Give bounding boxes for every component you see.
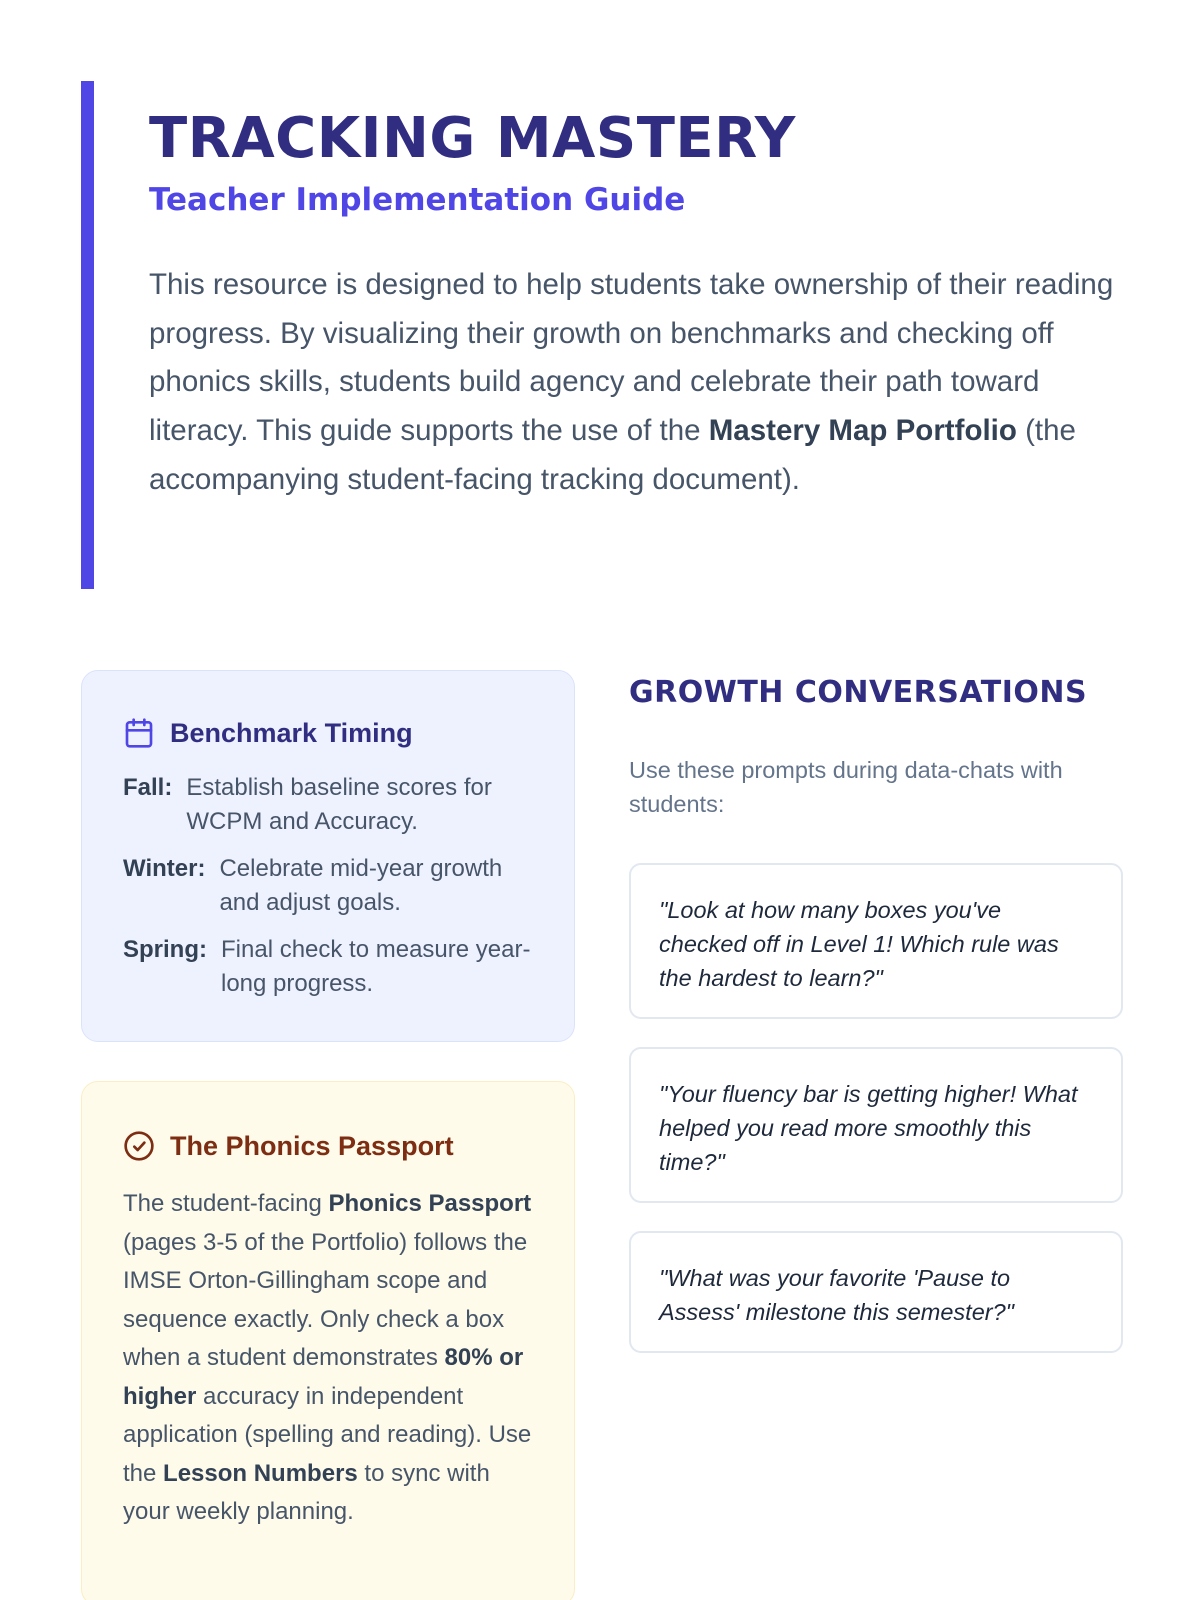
page-title: TRACKING MASTERY xyxy=(149,106,796,171)
calendar-icon xyxy=(123,717,155,749)
benchmark-item-winter xyxy=(123,852,534,920)
benchmark-item-spring xyxy=(123,933,534,1001)
intro-paragraph xyxy=(149,261,1131,505)
passport-text-3: accuracy in independent application (spelling and reading). Use the xyxy=(123,1382,532,1487)
benchmark-desc: Celebrate mid-year growth and adjust goals. xyxy=(219,855,503,916)
benchmark-timing-card xyxy=(81,670,575,1042)
intro-bold-portfolio: Mastery Map Portfolio xyxy=(708,414,1017,448)
passport-card-title: The Phonics Passport xyxy=(170,1130,454,1161)
passport-card-header xyxy=(123,1128,534,1164)
benchmark-list xyxy=(123,771,534,1001)
passport-bold-phonics-passport: Phonics Passport xyxy=(328,1190,532,1217)
passport-text-1: The student-facing xyxy=(123,1190,329,1217)
intro-text-1: This resource is designed to help students take ownership of their reading progress. By visualizing their growth on benchmarks and checking off phonics skills, students build agency and celebrate their path toward literacy. This guide supports the use of the xyxy=(149,268,1114,448)
benchmark-card-title: Benchmark Timing xyxy=(170,717,413,748)
intro-text-2: (the accompanying student-facing tracking document). xyxy=(149,414,1076,496)
benchmark-card-header xyxy=(123,715,534,751)
benchmark-desc: Final check to measure year-long progress. xyxy=(221,936,531,997)
benchmark-desc: Establish baseline scores for WCPM and Accuracy. xyxy=(186,774,492,835)
growth-conversations-intro: Use these prompts during data-chats with students: xyxy=(629,757,1063,817)
benchmark-item-fall xyxy=(123,771,534,839)
conversation-prompt-card: "Look at how many boxes you've checked off in Level 1! Which rule was the hardest to learn?" xyxy=(629,863,1123,1019)
passport-bold-threshold: 80% or higher xyxy=(123,1344,524,1410)
intro-section xyxy=(81,81,1131,589)
growth-conversations-heading: GROWTH CONVERSATIONS xyxy=(629,675,1088,710)
phonics-passport-card xyxy=(81,1081,575,1600)
passport-text-2: (pages 3-5 of the Portfolio) follows the IMSE Orton-Gillingham scope and sequence exactly. Only check a box when a student demonstrates xyxy=(123,1228,528,1371)
check-circle-icon xyxy=(123,1130,155,1162)
passport-bold-lesson-numbers: Lesson Numbers xyxy=(163,1459,358,1487)
passport-text-4: to sync with your weekly planning. xyxy=(123,1459,490,1525)
page-subtitle: Teacher Implementation Guide xyxy=(149,182,686,218)
benchmark-term: Fall: xyxy=(123,774,173,801)
benchmark-term: Spring: xyxy=(123,936,207,963)
conversation-prompt-card: "What was your favorite 'Pause to Assess' milestone this semester?" xyxy=(629,1231,1123,1353)
benchmark-term: Winter: xyxy=(123,855,206,882)
conversation-prompt-card: "Your fluency bar is getting higher! What helped you read more smoothly this time?" xyxy=(629,1047,1123,1203)
passport-paragraph xyxy=(123,1185,534,1532)
